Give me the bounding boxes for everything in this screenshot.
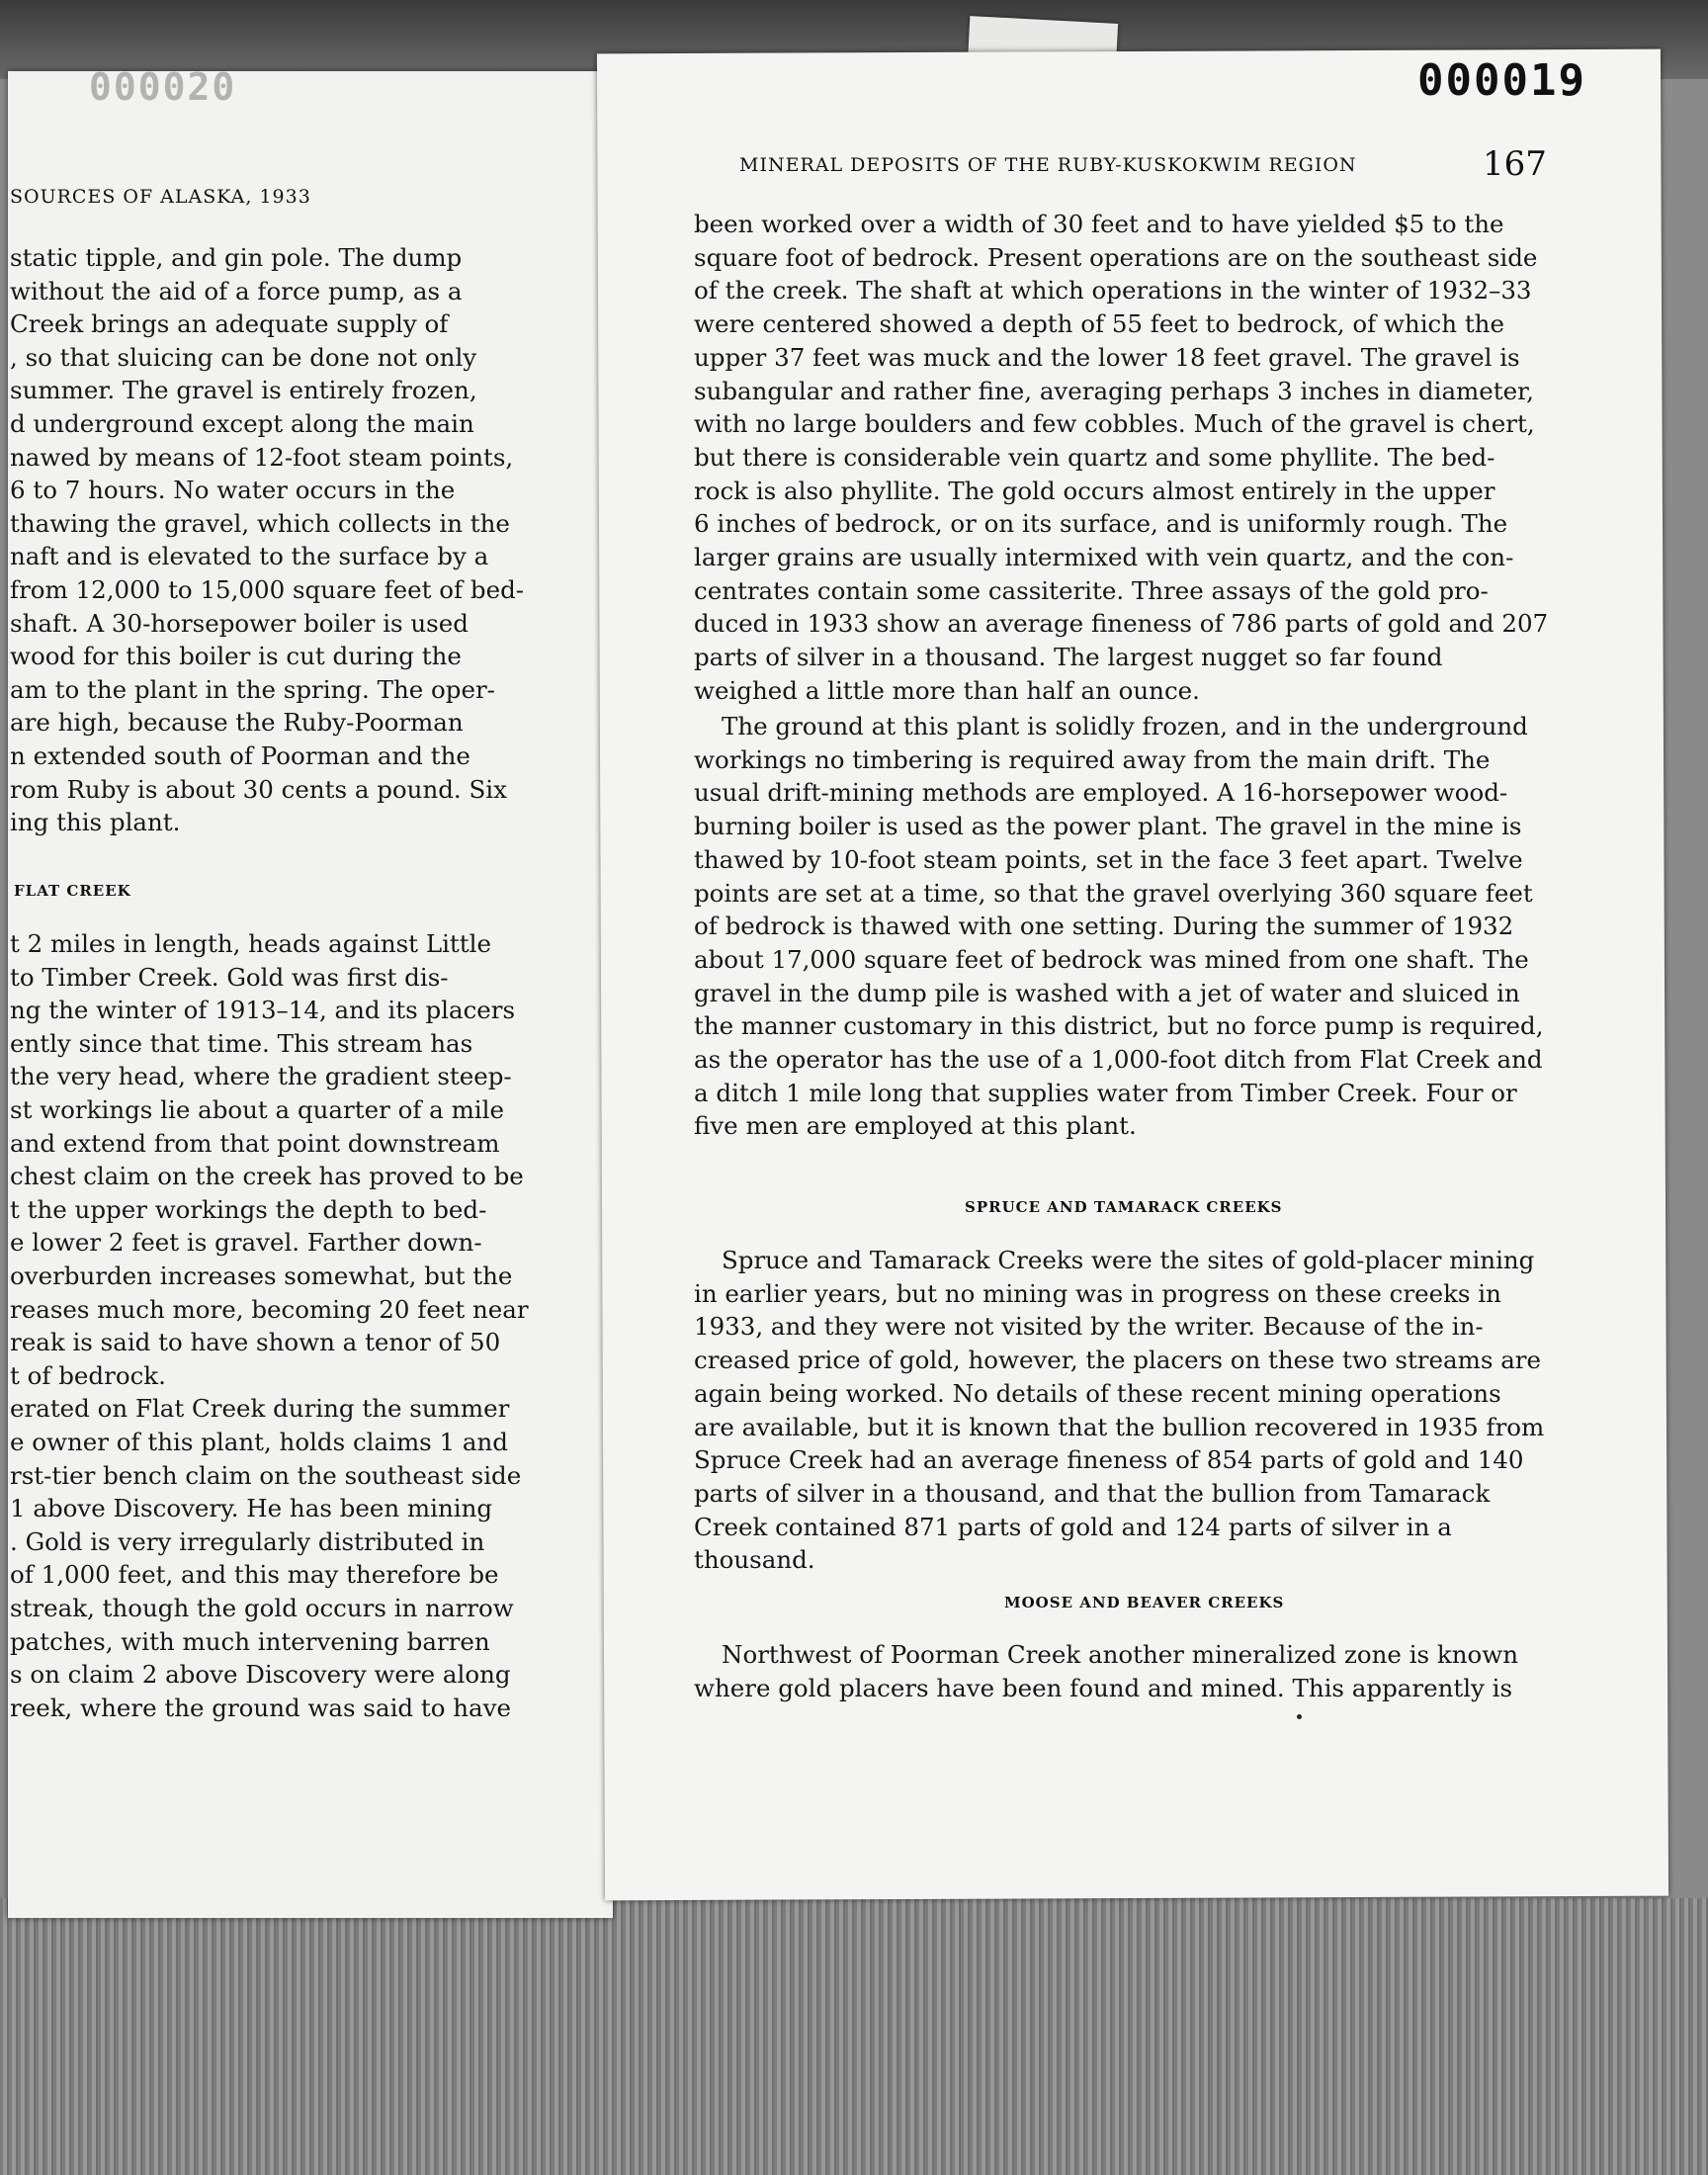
text-line: a ditch 1 mile long that supplies water from Timber Creek. Four or: [694, 1078, 1517, 1107]
text-line: about 17,000 square feet of bedrock was mined from one shaft. The: [694, 944, 1529, 974]
text-line: in earlier years, but no mining was in progress on these creeks in: [694, 1278, 1501, 1308]
subhead-spruce-tamarack: SPRUCE AND TAMARACK CREEKS: [965, 1198, 1283, 1216]
scan-speck: [1297, 1714, 1302, 1719]
text-line: of the creek. The shaft at which operations in the winter of 1932–33: [694, 276, 1532, 305]
text-line: of bedrock is thawed with one setting. During the summer of 1932: [694, 912, 1514, 941]
left-page-header: SOURCES OF ALASKA, 1933: [10, 186, 311, 208]
text-line: . Gold is very irregularly distributed in: [10, 1526, 485, 1556]
text-line: creased price of gold, however, the placers on these two streams are: [694, 1346, 1542, 1375]
text-line: st workings lie about a quarter of a mile: [10, 1095, 504, 1124]
text-line: larger grains are usually intermixed with vein quartz, and the con-: [694, 543, 1514, 571]
text-line: Spruce and Tamarack Creeks were the sites of gold-placer mining: [722, 1246, 1535, 1274]
text-line: The ground at this plant is solidly frozen, and in the underground: [722, 712, 1528, 740]
text-line: Northwest of Poorman Creek another mineralized zone is known: [722, 1640, 1519, 1669]
text-line: square foot of bedrock. Present operations are on the southeast side: [694, 242, 1538, 272]
text-line: n extended south of Poorman and the: [10, 741, 470, 770]
text-line: t the upper workings the depth to bed-: [10, 1194, 487, 1224]
text-line: subangular and rather fine, averaging perhaps 3 inches in diameter,: [694, 376, 1534, 405]
text-line: ently since that time. This stream has: [10, 1028, 473, 1058]
text-line: overburden increases somewhat, but the: [10, 1262, 513, 1290]
text-line: to Timber Creek. Gold was first dis-: [10, 962, 449, 992]
text-line: reak is said to have shown a tenor of 50: [10, 1328, 501, 1357]
text-line: workings no timbering is required away from the main drift. The: [694, 744, 1491, 774]
text-line: with no large boulders and few cobbles. Much of the gravel is chert,: [694, 409, 1535, 439]
text-line: nawed by means of 12-foot steam points,: [10, 442, 514, 472]
text-line: 6 inches of bedrock, or on its surface, and is uniformly rough. The: [694, 509, 1508, 539]
text-line: , so that sluicing can be done not only: [10, 342, 477, 372]
text-line: reases much more, becoming 20 feet near: [10, 1294, 529, 1324]
text-line: parts of silver in a thousand. The largest nugget so far found: [694, 643, 1443, 672]
text-line: streak, though the gold occurs in narrow: [10, 1594, 514, 1622]
text-line: as the operator has the use of a 1,000-foot ditch from Flat Creek and: [694, 1045, 1543, 1074]
text-line: patches, with much intervening barren: [10, 1626, 490, 1656]
text-line: again being worked. No details of these recent mining operations: [694, 1378, 1501, 1408]
text-line: am to the plant in the spring. The oper-: [10, 674, 495, 704]
right-page-header: MINERAL DEPOSITS OF THE RUBY-KUSKOKWIM REGION: [739, 154, 1357, 176]
right-page-stamp: 000019: [1417, 55, 1586, 106]
text-line: usual drift-mining methods are employed. A 16-horsepower wood-: [694, 778, 1508, 808]
text-line: s on claim 2 above Discovery were along: [10, 1660, 511, 1690]
text-line: five men are employed at this plant.: [694, 1111, 1137, 1141]
text-line: summer. The gravel is entirely frozen,: [10, 376, 477, 405]
text-line: thousand.: [694, 1545, 815, 1575]
text-line: Spruce Creek had an average fineness of 854 parts of gold and 140: [694, 1445, 1524, 1475]
text-line: Creek brings an adequate supply of: [10, 309, 449, 339]
left-page-stamp: 000020: [89, 65, 237, 109]
text-line: rst-tier bench claim on the southeast side: [10, 1460, 522, 1490]
text-line: naft and is elevated to the surface by a: [10, 542, 489, 571]
text-line: 1933, and they were not visited by the writer. Because of the in-: [694, 1312, 1484, 1342]
text-line: the very head, where the gradient steep-: [10, 1062, 512, 1091]
text-line: static tipple, and gin pole. The dump: [10, 243, 463, 272]
text-line: t 2 miles in length, heads against Little: [10, 929, 491, 958]
text-line: burning boiler is used as the power plant. The gravel in the mine is: [694, 812, 1522, 841]
text-line: thawed by 10-foot steam points, set in the face 3 feet apart. Twelve: [694, 844, 1523, 874]
text-line: parts of silver in a thousand, and that the bullion from Tamarack: [694, 1478, 1491, 1508]
text-line: duced in 1933 show an average fineness of 786 parts of gold and 207: [694, 609, 1549, 639]
text-line: t of bedrock.: [10, 1360, 166, 1390]
scan-background-bottom: [0, 1898, 1708, 2175]
text-line: where gold placers have been found and mined. This apparently is: [694, 1673, 1513, 1702]
text-line: ing this plant.: [10, 808, 181, 837]
text-line: but there is considerable vein quartz and some phyllite. The bed-: [694, 442, 1495, 472]
text-line: points are set at a time, so that the gravel overlying 360 square feet: [694, 878, 1533, 908]
text-line: 6 to 7 hours. No water occurs in the: [10, 476, 456, 505]
text-line: centrates contain some cassiterite. Three assays of the gold pro-: [694, 575, 1489, 605]
text-line: are available, but it is known that the bullion recovered in 1935 from: [694, 1412, 1545, 1441]
text-line: the manner customary in this district, but no force pump is required,: [694, 1011, 1544, 1041]
text-line: upper 37 feet was muck and the lower 18 feet gravel. The gravel is: [694, 342, 1520, 372]
text-line: rom Ruby is about 30 cents a pound. Six: [10, 774, 507, 804]
text-line: were centered showed a depth of 55 feet to bedrock, of which the: [694, 309, 1504, 339]
text-line: e owner of this plant, holds claims 1 and: [10, 1428, 508, 1456]
text-line: 1 above Discovery. He has been mining: [10, 1494, 493, 1523]
text-line: gravel in the dump pile is washed with a jet of water and sluiced in: [694, 978, 1520, 1007]
text-line: rock is also phyllite. The gold occurs almost entirely in the upper: [694, 476, 1495, 505]
text-line: chest claim on the creek has proved to be: [10, 1162, 524, 1191]
text-line: and extend from that point downstream: [10, 1128, 500, 1158]
text-line: from 12,000 to 15,000 square feet of bed-: [10, 575, 525, 604]
subhead-moose-beaver: MOOSE AND BEAVER CREEKS: [1004, 1594, 1285, 1611]
text-line: Creek contained 871 parts of gold and 124 parts of silver in a: [694, 1512, 1452, 1541]
text-line: been worked over a width of 30 feet and to have yielded $5 to the: [694, 210, 1504, 238]
text-line: wood for this boiler is cut during the: [10, 642, 462, 671]
left-page-subhead-flat-creek: FLAT CREEK: [14, 882, 131, 900]
text-line: are high, because the Ruby-Poorman: [10, 708, 464, 738]
text-line: d underground except along the main: [10, 409, 474, 438]
text-line: weighed a little more than half an ounce.: [694, 675, 1200, 705]
text-line: reek, where the ground was said to have: [10, 1693, 511, 1722]
text-line: of 1,000 feet, and this may therefore be: [10, 1560, 499, 1590]
text-line: shaft. A 30-horsepower boiler is used: [10, 608, 469, 638]
text-line: thawing the gravel, which collects in the: [10, 508, 510, 538]
page-number: 167: [1483, 144, 1547, 184]
text-line: ng the winter of 1913–14, and its placers: [10, 996, 516, 1025]
text-line: e lower 2 feet is gravel. Farther down-: [10, 1228, 482, 1258]
text-line: without the aid of a force pump, as a: [10, 276, 463, 305]
text-line: erated on Flat Creek during the summer: [10, 1394, 510, 1424]
